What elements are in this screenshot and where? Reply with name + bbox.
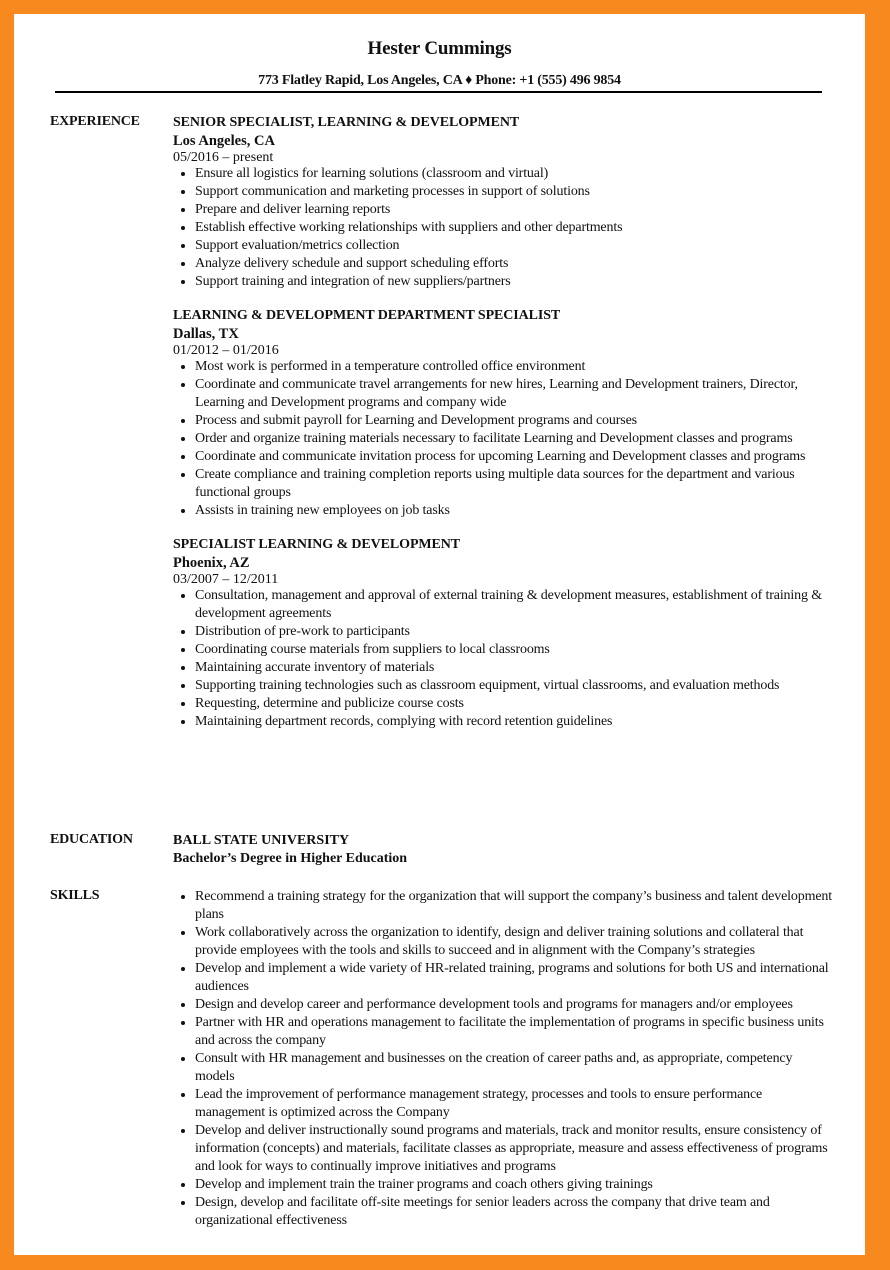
- bullet-item: Ensure all logistics for learning solutions (classroom and virtual): [173, 165, 833, 183]
- bullet-item: Analyze delivery schedule and support scheduling efforts: [173, 255, 833, 273]
- job-title: SENIOR SPECIALIST, LEARNING & DEVELOPMENT: [173, 115, 520, 130]
- skills-body: [173, 888, 833, 1230]
- resume-page: [14, 14, 865, 1255]
- bullet-item: Support communication and marketing processes in support of solutions: [173, 183, 833, 201]
- bullet-item: Maintaining department records, complying with record retention guidelines: [173, 713, 833, 731]
- bullet-item: Recommend a training strategy for the organization that will support the company’s business and talent development plans: [173, 888, 833, 924]
- bullet-item: Create compliance and training completion reports using multiple data sources for the department and various functional groups: [173, 466, 833, 502]
- bullet-item: Coordinating course materials from suppliers to local classrooms: [173, 641, 833, 659]
- job-location: Los Angeles, CA: [173, 133, 275, 149]
- header-divider: [55, 91, 822, 93]
- section-label-experience: EXPERIENCE: [50, 114, 140, 129]
- education-body: [173, 832, 833, 868]
- experience-body: [173, 114, 833, 747]
- job-location: Dallas, TX: [173, 326, 239, 342]
- bullet-item: Support evaluation/metrics collection: [173, 237, 833, 255]
- section-label-skills: SKILLS: [50, 888, 100, 903]
- job-title: SPECIALIST LEARNING & DEVELOPMENT: [173, 537, 460, 552]
- bullet-item: Order and organize training materials necessary to facilitate Learning and Development classes and programs: [173, 430, 833, 448]
- job-entry: [173, 536, 833, 731]
- bullet-item: Design and develop career and performance development tools and programs for managers and/or employees: [173, 996, 833, 1014]
- bullet-item: Distribution of pre-work to participants: [173, 623, 833, 641]
- skills-bullets: [173, 888, 833, 1230]
- bullet-item: Process and submit payroll for Learning and Development programs and courses: [173, 412, 833, 430]
- job-dates: 03/2007 – 12/2011: [173, 572, 279, 587]
- bullet-item: Develop and deliver instructionally sound programs and materials, track and monitor results, ensure consistency of information (concepts) and materials, facilitate classes as appropriate, measure and assess effectiveness of programs and look for ways to continually improve initiatives and programs: [173, 1122, 833, 1176]
- bullet-item: Most work is performed in a temperature controlled office environment: [173, 358, 833, 376]
- bullet-item: Design, develop and facilitate off-site meetings for senior leaders across the company that drive team and organizational effectiveness: [173, 1194, 833, 1230]
- bullet-item: Establish effective working relationships with suppliers and other departments: [173, 219, 833, 237]
- job-entry: [173, 114, 833, 291]
- job-location: Phoenix, AZ: [173, 555, 250, 571]
- bullet-item: Develop and implement train the trainer programs and coach others giving trainings: [173, 1176, 833, 1194]
- job-dates: 01/2012 – 01/2016: [173, 343, 279, 358]
- candidate-name: Hester Cummings: [367, 38, 512, 59]
- bullet-item: Work collaboratively across the organization to identify, design and deliver training solutions and collateral that provide employees with the tools and skills to succeed and in alignment with the Company’s strategies: [173, 924, 833, 960]
- contact-line: 773 Flatley Rapid, Los Angeles, CA ♦ Phone: +1 (555) 496 9854: [258, 73, 621, 88]
- school-name: BALL STATE UNIVERSITY: [173, 833, 350, 848]
- job-entry: [173, 307, 833, 520]
- degree-name: Bachelor’s Degree in Higher Education: [173, 851, 408, 866]
- bullet-item: Develop and implement a wide variety of HR-related training, programs and solutions for both US and international audiences: [173, 960, 833, 996]
- bullet-item: Supporting training technologies such as classroom equipment, virtual classrooms, and evaluation methods: [173, 677, 833, 695]
- section-label-education: EDUCATION: [50, 832, 133, 847]
- bullet-item: Coordinate and communicate travel arrangements for new hires, Learning and Development trainers, Director, Learning and Development programs and company wide: [173, 376, 833, 412]
- job-bullets: [173, 165, 833, 291]
- bullet-item: Prepare and deliver learning reports: [173, 201, 833, 219]
- bullet-item: Partner with HR and operations management to facilitate the implementation of programs in specific business units and across the company: [173, 1014, 833, 1050]
- bullet-item: Assists in training new employees on job tasks: [173, 502, 833, 520]
- bullet-item: Lead the improvement of performance management strategy, processes and tools to ensure performance management is optimized across the Company: [173, 1086, 833, 1122]
- job-dates: 05/2016 – present: [173, 150, 274, 165]
- bullet-item: Support training and integration of new suppliers/partners: [173, 273, 833, 291]
- bullet-item: Consult with HR management and businesses on the creation of career paths and, as appropriate, competency models: [173, 1050, 833, 1086]
- bullet-item: Maintaining accurate inventory of materials: [173, 659, 833, 677]
- job-bullets: [173, 587, 833, 731]
- job-bullets: [173, 358, 833, 520]
- bullet-item: Consultation, management and approval of external training & development measures, establishment of training & development agreements: [173, 587, 833, 623]
- job-title: LEARNING & DEVELOPMENT DEPARTMENT SPECIALIST: [173, 308, 561, 323]
- bullet-item: Coordinate and communicate invitation process for upcoming Learning and Development classes and programs: [173, 448, 833, 466]
- bullet-item: Requesting, determine and publicize course costs: [173, 695, 833, 713]
